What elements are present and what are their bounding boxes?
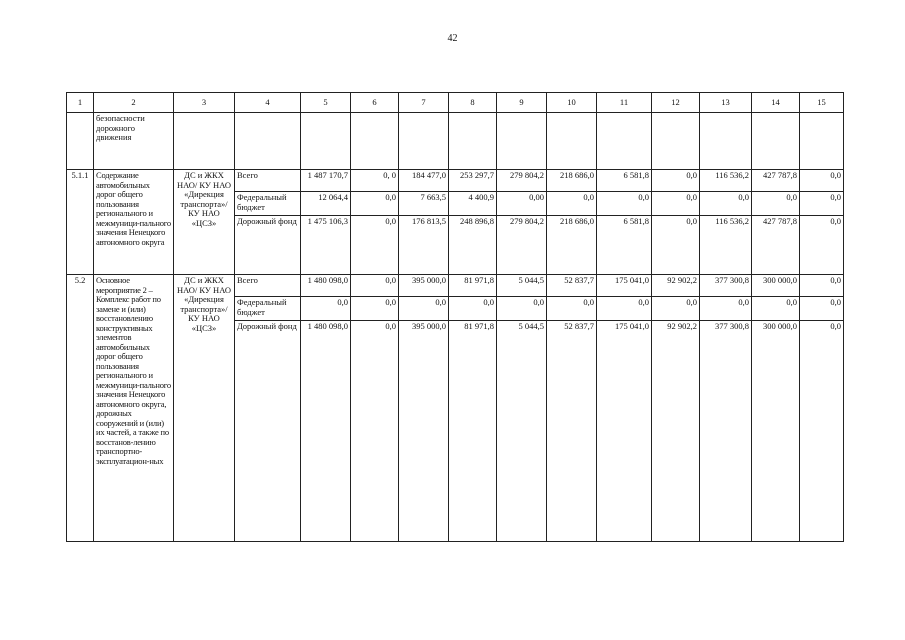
amount-cell: 427 787,8: [752, 170, 800, 192]
amount-cell: 253 297,7: [449, 170, 497, 192]
continuation-name: безопасности дорожного движения: [94, 113, 174, 170]
amount-cell: 7 663,5: [399, 192, 449, 216]
amount-cell: 175 041,0: [597, 321, 652, 542]
table-row: [67, 170, 844, 192]
amount-cell: 0,0: [652, 192, 700, 216]
amount-cell: 218 686,0: [547, 170, 597, 192]
table-cell: [235, 113, 301, 170]
amount-cell: 395 000,0: [399, 275, 449, 297]
funding-source: Федеральный бюджет: [235, 297, 301, 321]
amount-cell: 6 581,8: [597, 170, 652, 192]
table-cell: [497, 113, 547, 170]
amount-cell: 52 837,7: [547, 275, 597, 297]
amount-cell: 116 536,2: [700, 216, 752, 275]
header-cell: 6: [351, 93, 399, 113]
item-number: 5.2: [67, 275, 94, 542]
amount-cell: 0,0: [652, 216, 700, 275]
amount-cell: 248 896,8: [449, 216, 497, 275]
item-executor: ДС и ЖКХ НАО/ КУ НАО «Дирекция транспорта»/ КУ НАО «ЦСЗ»: [174, 170, 235, 275]
item-number: 5.1.1: [67, 170, 94, 275]
amount-cell: 0,0: [752, 192, 800, 216]
amount-cell: 218 686,0: [547, 216, 597, 275]
amount-cell: 81 971,8: [449, 275, 497, 297]
header-cell: 14: [752, 93, 800, 113]
table-cell: [652, 113, 700, 170]
funding-source: Всего: [235, 275, 301, 297]
header-cell: 10: [547, 93, 597, 113]
table-cell: [301, 113, 351, 170]
amount-cell: 300 000,0: [752, 275, 800, 297]
amount-cell: 0,0: [351, 216, 399, 275]
budget-table: [66, 92, 844, 542]
item-name: Содержание автомобильных дорог общего пользования регионального и межмуници-пального значения Ненецкого автономного округа: [94, 170, 174, 275]
amount-cell: 0,0: [449, 297, 497, 321]
table-cell: [449, 113, 497, 170]
table-cell: [174, 113, 235, 170]
amount-cell: 184 477,0: [399, 170, 449, 192]
header-cell: 12: [652, 93, 700, 113]
amount-cell: 52 837,7: [547, 321, 597, 542]
amount-cell: 0,0: [800, 321, 844, 542]
header-cell: 2: [94, 93, 174, 113]
table-cell: [597, 113, 652, 170]
table-cell: [800, 113, 844, 170]
amount-cell: 175 041,0: [597, 275, 652, 297]
amount-cell: 0,0: [301, 297, 351, 321]
amount-cell: 1 480 098,0: [301, 321, 351, 542]
amount-cell: 0,0: [652, 297, 700, 321]
continuation-row: [67, 113, 844, 170]
funding-source: Федеральный бюджет: [235, 192, 301, 216]
amount-cell: 279 804,2: [497, 216, 547, 275]
amount-cell: 4 400,9: [449, 192, 497, 216]
amount-cell: 92 902,2: [652, 321, 700, 542]
amount-cell: 116 536,2: [700, 170, 752, 192]
header-cell: 7: [399, 93, 449, 113]
amount-cell: 0,0: [800, 192, 844, 216]
amount-cell: 0,0: [597, 297, 652, 321]
amount-cell: 0,0: [547, 297, 597, 321]
amount-cell: 0,0: [800, 297, 844, 321]
header-cell: 15: [800, 93, 844, 113]
header-cell: 5: [301, 93, 351, 113]
funding-source: Дорожный фонд: [235, 321, 301, 542]
amount-cell: 0,0: [547, 192, 597, 216]
table-cell: [547, 113, 597, 170]
table-row: [67, 275, 844, 297]
amount-cell: 0,0: [700, 192, 752, 216]
amount-cell: 0,0: [399, 297, 449, 321]
amount-cell: 0,0: [800, 170, 844, 192]
table-cell: [700, 113, 752, 170]
page-number: 42: [447, 33, 458, 44]
header-row: [67, 93, 844, 113]
header-cell: 8: [449, 93, 497, 113]
amount-cell: 5 044,5: [497, 321, 547, 542]
funding-source: Всего: [235, 170, 301, 192]
amount-cell: 0,0: [652, 170, 700, 192]
amount-cell: 6 581,8: [597, 216, 652, 275]
amount-cell: 300 000,0: [752, 321, 800, 542]
amount-cell: 377 300,8: [700, 275, 752, 297]
amount-cell: 395 000,0: [399, 321, 449, 542]
amount-cell: 0,0: [597, 192, 652, 216]
header-cell: 1: [67, 93, 94, 113]
amount-cell: 5 044,5: [497, 275, 547, 297]
amount-cell: 176 813,5: [399, 216, 449, 275]
table-cell: [399, 113, 449, 170]
amount-cell: 0,00: [497, 192, 547, 216]
funding-source: Дорожный фонд: [235, 216, 301, 275]
amount-cell: 0,0: [800, 216, 844, 275]
amount-cell: 279 804,2: [497, 170, 547, 192]
table-cell: [67, 113, 94, 170]
amount-cell: 1 480 098,0: [301, 275, 351, 297]
amount-cell: 1 475 106,3: [301, 216, 351, 275]
header-cell: 3: [174, 93, 235, 113]
amount-cell: 12 064,4: [301, 192, 351, 216]
amount-cell: 0,0: [800, 275, 844, 297]
item-executor: ДС и ЖКХ НАО/ КУ НАО «Дирекция транспорта»/ КУ НАО «ЦСЗ»: [174, 275, 235, 542]
amount-cell: 0,0: [351, 192, 399, 216]
amount-cell: 0,0: [351, 275, 399, 297]
header-cell: 13: [700, 93, 752, 113]
amount-cell: 0,0: [752, 297, 800, 321]
table-cell: [351, 113, 399, 170]
amount-cell: 0,0: [497, 297, 547, 321]
header-cell: 4: [235, 93, 301, 113]
item-name: Основное мероприятие 2 – Комплекс работ по замене и (или) восстановлению конструктивных элементов автомобильных дорог общего пользования регионального и межмуници-пального значения Ненецкого автономного округа, дорожных сооружений и (или) их частей, а также по восстанов-лению транспортно-эксплуатацион-ных: [94, 275, 174, 542]
amount-cell: 0,0: [700, 297, 752, 321]
amount-cell: 0, 0: [351, 170, 399, 192]
header-cell: 11: [597, 93, 652, 113]
amount-cell: 92 902,2: [652, 275, 700, 297]
table-cell: [752, 113, 800, 170]
amount-cell: 427 787,8: [752, 216, 800, 275]
amount-cell: 0,0: [351, 321, 399, 542]
amount-cell: 0,0: [351, 297, 399, 321]
amount-cell: 1 487 170,7: [301, 170, 351, 192]
amount-cell: 81 971,8: [449, 321, 497, 542]
amount-cell: 377 300,8: [700, 321, 752, 542]
header-cell: 9: [497, 93, 547, 113]
